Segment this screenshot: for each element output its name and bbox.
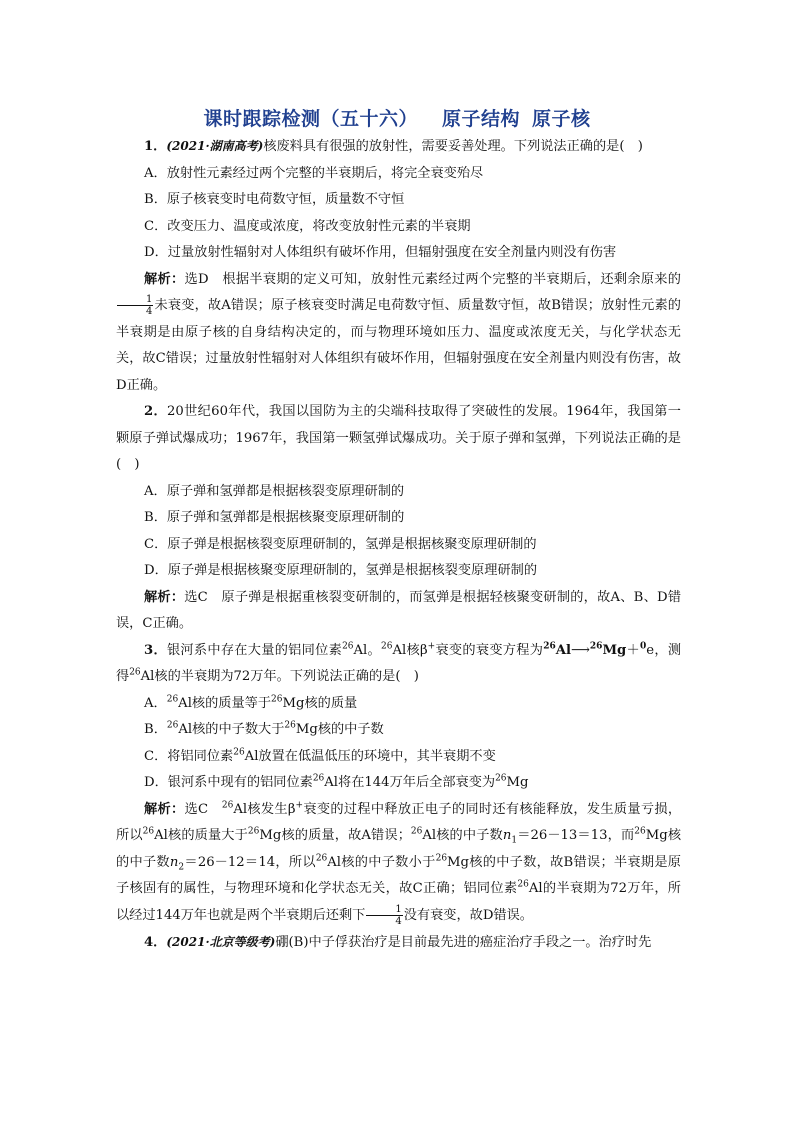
arrow-symbol: ⟶ (571, 642, 590, 658)
analysis-label: 解析： (144, 589, 185, 605)
analysis-text: 选D 根据半衰期的定义可知，放射性元素经过两个完整的半衰期后，还剩余原来的 (184, 271, 681, 287)
analysis-text: 选C 原子弹是根据重核裂变研制的，而氢弹是根据轻核聚变研制的，故A、B、D错误，C正确。 (116, 589, 682, 631)
option-b: B．$^{26}$Al核的中子数大于$^{26}$Mg核的中子数 (144, 720, 384, 737)
question-number: 3． (144, 642, 167, 658)
option-c: C．改变压力、温度或浓度，将改变放射性元素的半衰期 (144, 218, 471, 234)
option-d: D．过量放射性辐射对人体组织有破坏作用，但辐射强度在安全剂量内则没有伤害 (144, 245, 617, 260)
title-topic-2: 原子核 (532, 108, 591, 130)
content-body (116, 133, 681, 957)
question-3: 3．银河系中存在大量的铝同位素$^{26}$Al。$^{26}$Al核β+衰变的衰变方程为$^{26}$Al⟶$^{26}$Mg＋$^0$e，测得$^{26}$Al核的半衰期为72万年。下列说法正确的是( ) (116, 641, 682, 684)
option-b: B．原子核衰变时电荷数守恒，质量数不守恒 (144, 192, 405, 207)
question-number: 2． (144, 404, 168, 419)
option-a: A．放射性元素经过两个完整的半衰期后，将完全衰变殆尽 (144, 165, 484, 181)
question-stem: 20世纪60年代，我国以国防为主的尖端科技取得了突破性的发展。1964年，我国第一颗原子弹试爆成功；1967年，我国第一颗氢弹试爆成功。关于原子弹和氢弹，下列说法正确的是( ) (116, 404, 681, 472)
analysis-text: 未衰变，故A错误；原子核衰变时满足电荷数守恒、质量数守恒，故B错误；放射性元素的半衰期是由原子核的自身结构决定的，而与物理环境如压力、温度或浓度无关，与化学状态无关，故C错误；过量放射性辐射对人体组织有破坏作用，但辐射强度在安全剂量内则没有伤害，故D正确。 (116, 298, 681, 393)
title-main: 课时跟踪检测（五十六） (203, 108, 418, 130)
fraction: $\frac{1}{4}$ (117, 294, 153, 317)
question-source: (2021·湖南高考) (166, 139, 264, 153)
analysis-label: 解析： (144, 801, 185, 817)
option-a: A．原子弹和氢弹都是根据核裂变原理研制的 (144, 483, 405, 499)
question-number: 4． (144, 935, 167, 950)
question-stem: 硼(B)中子俘获治疗是目前最先进的癌症治疗手段之一。治疗时先 (275, 935, 652, 950)
option-c: C．原子弹是根据核裂变原理研制的，氢弹是根据核聚变原理研制的 (144, 536, 537, 552)
option-a: A．$^{26}$Al核的质量等于$^{26}$Mg核的质量 (144, 694, 358, 711)
page-title (0, 104, 794, 131)
question-1 (116, 133, 681, 161)
question-2 (116, 399, 681, 479)
option-d: D．原子弹是根据核聚变原理研制的，氢弹是根据核裂变原理研制的 (144, 563, 538, 578)
option-b: B．原子弹和氢弹都是根据核聚变原理研制的 (144, 510, 405, 525)
option-c: C．将铝同位素$^{26}$Al放置在低温低压的环境中，其半衰期不变 (144, 747, 496, 764)
question-source: (2021·北京等级考) (166, 935, 276, 949)
analysis-1 (116, 267, 681, 400)
analysis-3: 解析：选C $^{26}$Al核发生β+衰变的过程中释放正电子的同时还有核能释放，发生质量亏损，所以$^{26}$Al核的质量大于$^{26}$Mg核的质量，故A错误；$^{26}$Al核的中子数$n_1=26-13=13$，而$^{26}$Mg核的中子数$n_2=26-12=14$，所以$^{26}$Al核的中子数小于$^{26}$Mg核的中子数，故B错误；半衰期是原子核固有的属性，与物理环境和化学状态无关，故C正确；铝同位素$^{26}$Al的半衰期为72万年，所以经过144万年也就是两个半衰期后还剩下 $\frac{1}{4}$ 没有衰变，故D错误。 (116, 800, 682, 927)
analysis-label: 解析： (144, 271, 185, 287)
question-stem: 核废料具有很强的放射性，需要妥善处理。下列说法正确的是( ) (263, 139, 643, 154)
analysis-2 (116, 585, 681, 638)
question-4 (116, 929, 681, 957)
option-d: D．银河系中现有的铝同位素$^{26}$Al将在144万年后全部衰变为$^{26}$Mg (144, 773, 529, 790)
title-topic-1: 原子结构 (441, 108, 520, 130)
question-number: 1． (144, 139, 167, 154)
fraction: $\frac{1}{4}$ (366, 904, 402, 927)
